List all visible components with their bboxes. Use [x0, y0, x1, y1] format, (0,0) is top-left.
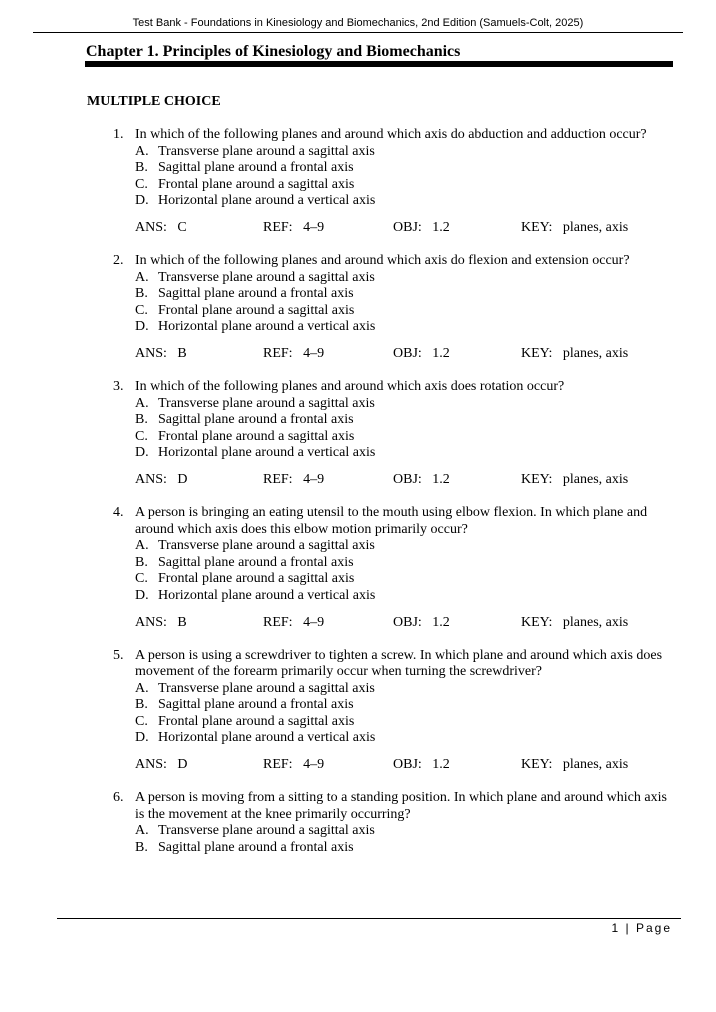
obj-field: OBJ: 1.2 [393, 220, 450, 235]
option-letter: B. [135, 160, 148, 175]
option-letter: D. [135, 445, 149, 460]
answer-option [135, 160, 716, 177]
page-number: 1 | Page [611, 921, 672, 935]
answer-option [135, 286, 716, 303]
obj-field: OBJ: 1.2 [393, 757, 450, 772]
option-letter: C. [135, 176, 148, 192]
option-letter: A. [135, 269, 149, 285]
option-text: Sagittal plane around a frontal axis [158, 839, 354, 855]
answer-option [135, 714, 716, 731]
answer-option [135, 319, 716, 336]
option-text: Sagittal plane around a frontal axis [158, 286, 354, 301]
key-field: KEY: planes, axis [521, 220, 629, 235]
key-field: KEY: planes, axis [521, 346, 629, 361]
ans-field: ANS: B [135, 346, 187, 361]
option-text: Horizontal plane around a vertical axis [158, 193, 376, 208]
question-text: A person is using a screwdriver to tighten a screw. In which plane and around which axis does movement of the forearm primarily occur when turning the screwdriver? [135, 647, 663, 679]
answer-option [135, 840, 716, 857]
option-letter: D. [135, 319, 149, 334]
option-letter: C. [135, 713, 148, 729]
option-text: Horizontal plane around a vertical axis [158, 730, 376, 745]
ref-field: REF: 4–9 [263, 757, 325, 772]
key-field: KEY: planes, axis [521, 757, 629, 772]
question-text: In which of the following planes and around which axis do abduction and adduction occur? [135, 127, 647, 142]
obj-field: OBJ: 1.2 [393, 346, 450, 361]
question-number: 6. [113, 790, 124, 805]
option-letter: B. [135, 286, 148, 301]
option-letter: A. [135, 538, 149, 553]
section-heading: MULTIPLE CHOICE [87, 94, 221, 109]
ref-field: REF: 4–9 [263, 614, 325, 630]
answer-option [135, 412, 716, 429]
option-letter: B. [135, 412, 148, 427]
answer-option [135, 681, 716, 698]
answer-option [135, 429, 716, 446]
option-letter: C. [135, 571, 148, 586]
option-text: Sagittal plane around a frontal axis [158, 160, 354, 175]
ans-field: ANS: C [135, 220, 187, 235]
answer-option [135, 538, 716, 555]
question-item [0, 127, 716, 237]
question-item [0, 253, 716, 363]
answer-option [135, 823, 716, 840]
answer-metadata [0, 757, 716, 774]
option-text: Horizontal plane around a vertical axis [158, 445, 376, 460]
option-text: Frontal plane around a sagittal axis [158, 176, 355, 192]
answer-option [135, 697, 716, 714]
answer-option [135, 445, 716, 462]
option-letter: C. [135, 428, 148, 444]
option-letter: A. [135, 680, 149, 696]
option-letter: D. [135, 193, 149, 208]
running-header: Test Bank - Foundations in Kinesiology and Biomechanics, 2nd Edition (Samuels-Colt, 2025) [132, 17, 584, 29]
answer-metadata [0, 346, 716, 363]
answer-option [135, 303, 716, 320]
option-text: Transverse plane around a sagittal axis [158, 823, 375, 838]
question-number: 5. [113, 647, 124, 663]
question-text: In which of the following planes and around which axis do flexion and extension occur? [135, 253, 630, 268]
question-item [0, 790, 716, 856]
option-letter: D. [135, 587, 149, 603]
ans-field: ANS: B [135, 614, 187, 630]
option-text: Transverse plane around a sagittal axis [158, 143, 375, 159]
question-text: A person is moving from a sitting to a standing position. In which plane and around which axis is the movement at the knee primarily occurring? [135, 790, 667, 822]
question-text: In which of the following planes and around which axis does rotation occur? [135, 379, 565, 394]
question-number: 4. [113, 505, 124, 520]
ans-field: ANS: D [135, 757, 188, 772]
answer-option [135, 270, 716, 287]
question-number: 3. [113, 379, 124, 394]
option-text: Transverse plane around a sagittal axis [158, 395, 375, 411]
answer-option [135, 588, 716, 605]
key-field: KEY: planes, axis [521, 472, 629, 487]
answer-option [135, 555, 716, 572]
option-letter: A. [135, 395, 149, 411]
key-field: KEY: planes, axis [521, 614, 629, 630]
ans-field: ANS: D [135, 472, 188, 487]
answer-option [135, 730, 716, 747]
option-text: Sagittal plane around a frontal axis [158, 697, 354, 712]
option-text: Horizontal plane around a vertical axis [158, 587, 376, 603]
chapter-title: Chapter 1. Principles of Kinesiology and Biomechanics [86, 43, 461, 60]
ref-field: REF: 4–9 [263, 472, 325, 487]
option-letter: B. [135, 839, 148, 855]
option-letter: C. [135, 302, 148, 318]
answer-option [135, 571, 716, 588]
answer-option [135, 193, 716, 210]
question-text: A person is bringing an eating utensil to the mouth using elbow flexion. In which plane and around which axis does this elbow motion primarily occur? [135, 505, 648, 537]
answer-metadata [0, 472, 716, 489]
option-text: Frontal plane around a sagittal axis [158, 571, 355, 586]
ref-field: REF: 4–9 [263, 220, 325, 235]
option-text: Sagittal plane around a frontal axis [158, 412, 354, 427]
answer-option [135, 177, 716, 194]
option-text: Horizontal plane around a vertical axis [158, 319, 376, 334]
answer-option [135, 396, 716, 413]
question-list [0, 127, 716, 873]
question-item [0, 505, 716, 631]
option-text: Transverse plane around a sagittal axis [158, 269, 375, 285]
chapter-rule [85, 61, 673, 67]
answer-option [135, 144, 716, 161]
option-letter: A. [135, 823, 149, 838]
option-text: Transverse plane around a sagittal axis [158, 680, 375, 696]
footer-rule [57, 918, 681, 919]
obj-field: OBJ: 1.2 [393, 472, 450, 487]
answer-metadata [0, 220, 716, 237]
option-text: Sagittal plane around a frontal axis [158, 554, 354, 570]
option-text: Transverse plane around a sagittal axis [158, 538, 375, 553]
answer-metadata [0, 615, 716, 632]
question-number: 2. [113, 253, 124, 268]
header-rule [33, 32, 683, 33]
question-item [0, 648, 716, 774]
question-item [0, 379, 716, 489]
option-letter: B. [135, 554, 148, 570]
option-text: Frontal plane around a sagittal axis [158, 428, 355, 444]
option-letter: D. [135, 730, 149, 745]
option-text: Frontal plane around a sagittal axis [158, 713, 355, 729]
option-letter: A. [135, 143, 149, 159]
option-letter: B. [135, 697, 148, 712]
obj-field: OBJ: 1.2 [393, 614, 450, 630]
ref-field: REF: 4–9 [263, 346, 325, 361]
option-text: Frontal plane around a sagittal axis [158, 302, 355, 318]
question-number: 1. [113, 127, 124, 142]
